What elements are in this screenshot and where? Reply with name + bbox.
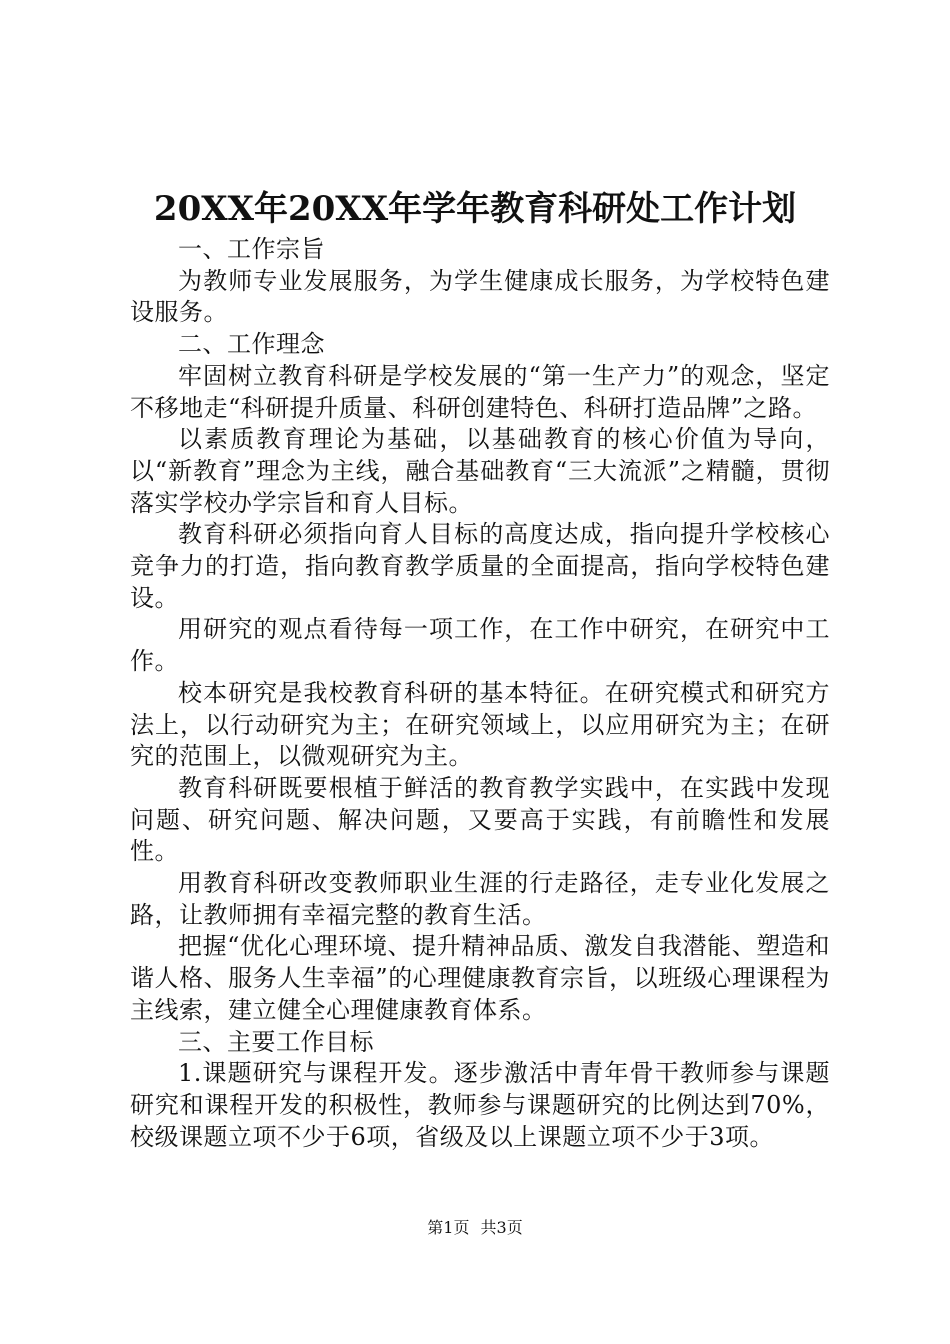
document-body xyxy=(130,234,830,1153)
section-heading-purpose: 一、工作宗旨 xyxy=(178,235,325,263)
paragraph: 用研究的观点看待每一项工作，在工作中研究，在研究中工作。 xyxy=(130,615,830,676)
paragraph: 1.课题研究与课程开发。逐步激活中青年骨干教师参与课题研究和课程开发的积极性，教师参与课题研究的比例达到70%，校级课题立项不少于6项，省级及以上课题立项不少于3项。 xyxy=(130,1059,830,1151)
page-number: 第1页 xyxy=(427,1218,470,1237)
paragraph: 教育科研必须指向育人目标的高度达成，指向提升学校核心竞争力的打造，指向教育教学质量的全面提高，指向学校特色建设。 xyxy=(130,520,830,612)
section-heading-philosophy: 二、工作理念 xyxy=(178,330,325,359)
paragraph: 把握“优化心理环境、提升精神品质、激发自我潜能、塑造和谐人格、服务人生幸福”的心理健康教育宗旨，以班级心理课程为主线索，建立健全心理健康教育体系。 xyxy=(130,932,830,1024)
paragraph: 为教师专业发展服务，为学生健康成长服务，为学校特色建设服务。 xyxy=(130,266,830,327)
document-title: 20XX年20XX年学年教育科研处工作计划 xyxy=(153,189,797,229)
page-footer xyxy=(0,1217,950,1239)
paragraph: 用教育科研改变教师职业生涯的行走路径，走专业化发展之路，让教师拥有幸福完整的教育生活。 xyxy=(130,869,830,929)
paragraph: 牢固树立教育科研是学校发展的“第一生产力”的观念，坚定不移地走“科研提升质量、科研创建特色、科研打造品牌”之路。 xyxy=(130,361,830,422)
paragraph: 以素质教育理论为基础，以基础教育的核心价值为导向，以“新教育”理念为主线，融合基础教育“三大流派”之精髓，贯彻落实学校办学宗旨和育人目标。 xyxy=(130,425,830,517)
section-heading-goals: 三、主要工作目标 xyxy=(178,1027,374,1056)
paragraph: 校本研究是我校教育科研的基本特征。在研究模式和研究方法上，以行动研究为主；在研究领域上，以应用研究为主；在研究的范围上，以微观研究为主。 xyxy=(130,678,830,771)
paragraph: 教育科研既要根植于鲜活的教育教学实践中，在实践中发现问题、研究问题、解决问题，又要高于实践，有前瞻性和发展性。 xyxy=(130,773,830,866)
page-total: 共3页 xyxy=(480,1218,523,1237)
